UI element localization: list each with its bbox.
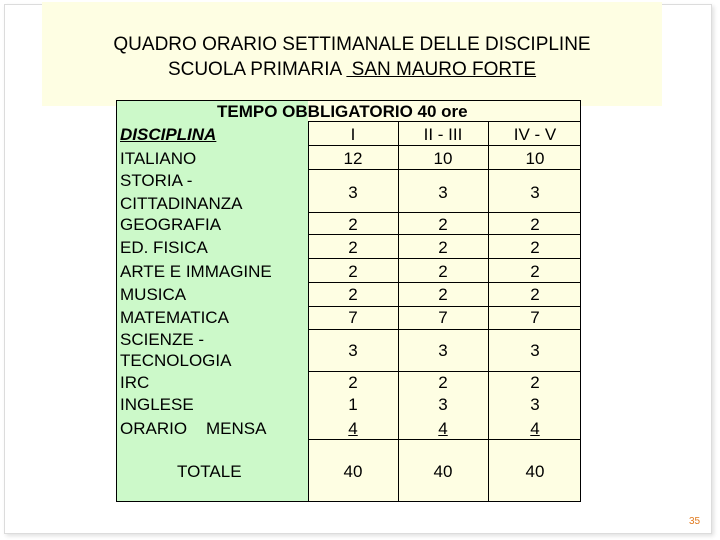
grid-line [308, 212, 581, 213]
discipline-header: DISCIPLINA [120, 125, 217, 144]
hours-cell: 2 [438, 215, 448, 234]
hours-cell: 3 [438, 395, 448, 414]
hours-cell: 3 [530, 183, 540, 202]
hours-cell: 4 [438, 419, 448, 438]
total-cell: 40 [525, 462, 545, 481]
discipline-label: GEOGRAFIA [120, 215, 222, 234]
column-header: II - III [423, 125, 463, 144]
hours-cell: 1 [348, 395, 358, 414]
grid-line [308, 282, 581, 283]
grid-line [308, 169, 581, 170]
total-cell: 40 [343, 462, 363, 481]
hours-cell: 2 [530, 373, 540, 392]
grid-line [398, 121, 399, 502]
grid-line [488, 121, 489, 502]
hours-cell: 3 [530, 395, 540, 414]
hours-cell: 2 [530, 238, 540, 257]
schedule-table [116, 100, 581, 502]
hours-cell: 12 [343, 149, 363, 168]
discipline-label: ORARIO MENSA [120, 419, 267, 438]
hours-cell: 3 [348, 183, 358, 202]
grid-line [308, 371, 581, 372]
school-name: SAN MAURO FORTE [346, 59, 537, 80]
table-header: TEMPO OBBLIGATORIO 40 ore [217, 102, 468, 121]
hours-cell: 7 [438, 308, 448, 327]
hours-cell: 3 [438, 183, 448, 202]
hours-cell: 2 [348, 285, 358, 304]
hours-cell: 2 [348, 215, 358, 234]
grid-line [308, 306, 581, 307]
page-subtitle [42, 59, 662, 81]
hours-cell: 4 [348, 419, 358, 438]
discipline-label: IRC [120, 373, 150, 392]
page-number: 35 [689, 516, 701, 527]
hours-cell: 4 [530, 419, 540, 438]
hours-cell: 10 [525, 149, 545, 168]
hours-cell: 2 [530, 215, 540, 234]
grid-line [308, 329, 581, 330]
grid-line [308, 145, 581, 146]
hours-cell: 7 [348, 308, 358, 327]
page-title: QUADRO ORARIO SETTIMANALE DELLE DISCIPLINE [113, 34, 591, 55]
discipline-label: SCIENZE - [120, 330, 205, 349]
hours-cell: 2 [438, 238, 448, 257]
hours-cell: 3 [348, 341, 358, 360]
discipline-label: ARTE E IMMAGINE [120, 262, 272, 281]
hours-cell: 2 [530, 285, 540, 304]
hours-cell: 3 [530, 341, 540, 360]
hours-cell: 2 [348, 262, 358, 281]
subtitle-prefix: SCUOLA PRIMARIA [167, 59, 347, 80]
hours-cell: 7 [530, 308, 540, 327]
discipline-label: INGLESE [120, 395, 194, 414]
discipline-label: ED. FISICA [120, 238, 208, 257]
title-box [42, 2, 662, 106]
column-header: I [350, 125, 356, 144]
hours-cell: 2 [438, 285, 448, 304]
total-label: TOTALE [177, 462, 242, 481]
hours-cell: 2 [530, 262, 540, 281]
hours-cell: 3 [438, 341, 448, 360]
hours-cell: 2 [438, 373, 448, 392]
column-header: IV - V [513, 125, 557, 144]
hours-cell: 2 [348, 238, 358, 257]
hours-cell: 10 [433, 149, 453, 168]
discipline-label: STORIA - [120, 171, 193, 190]
hours-cell: 2 [348, 373, 358, 392]
discipline-label: TECNOLOGIA [120, 351, 232, 370]
grid-line [308, 121, 581, 122]
discipline-label: MUSICA [120, 285, 187, 304]
total-cell: 40 [433, 462, 453, 481]
discipline-label: MATEMATICA [120, 308, 229, 327]
grid-line [308, 439, 581, 440]
grid-line [308, 121, 309, 502]
hours-cell: 2 [438, 262, 448, 281]
discipline-label: ITALIANO [120, 149, 197, 168]
grid-line [308, 258, 581, 259]
discipline-label: CITTADINANZA [120, 194, 243, 213]
